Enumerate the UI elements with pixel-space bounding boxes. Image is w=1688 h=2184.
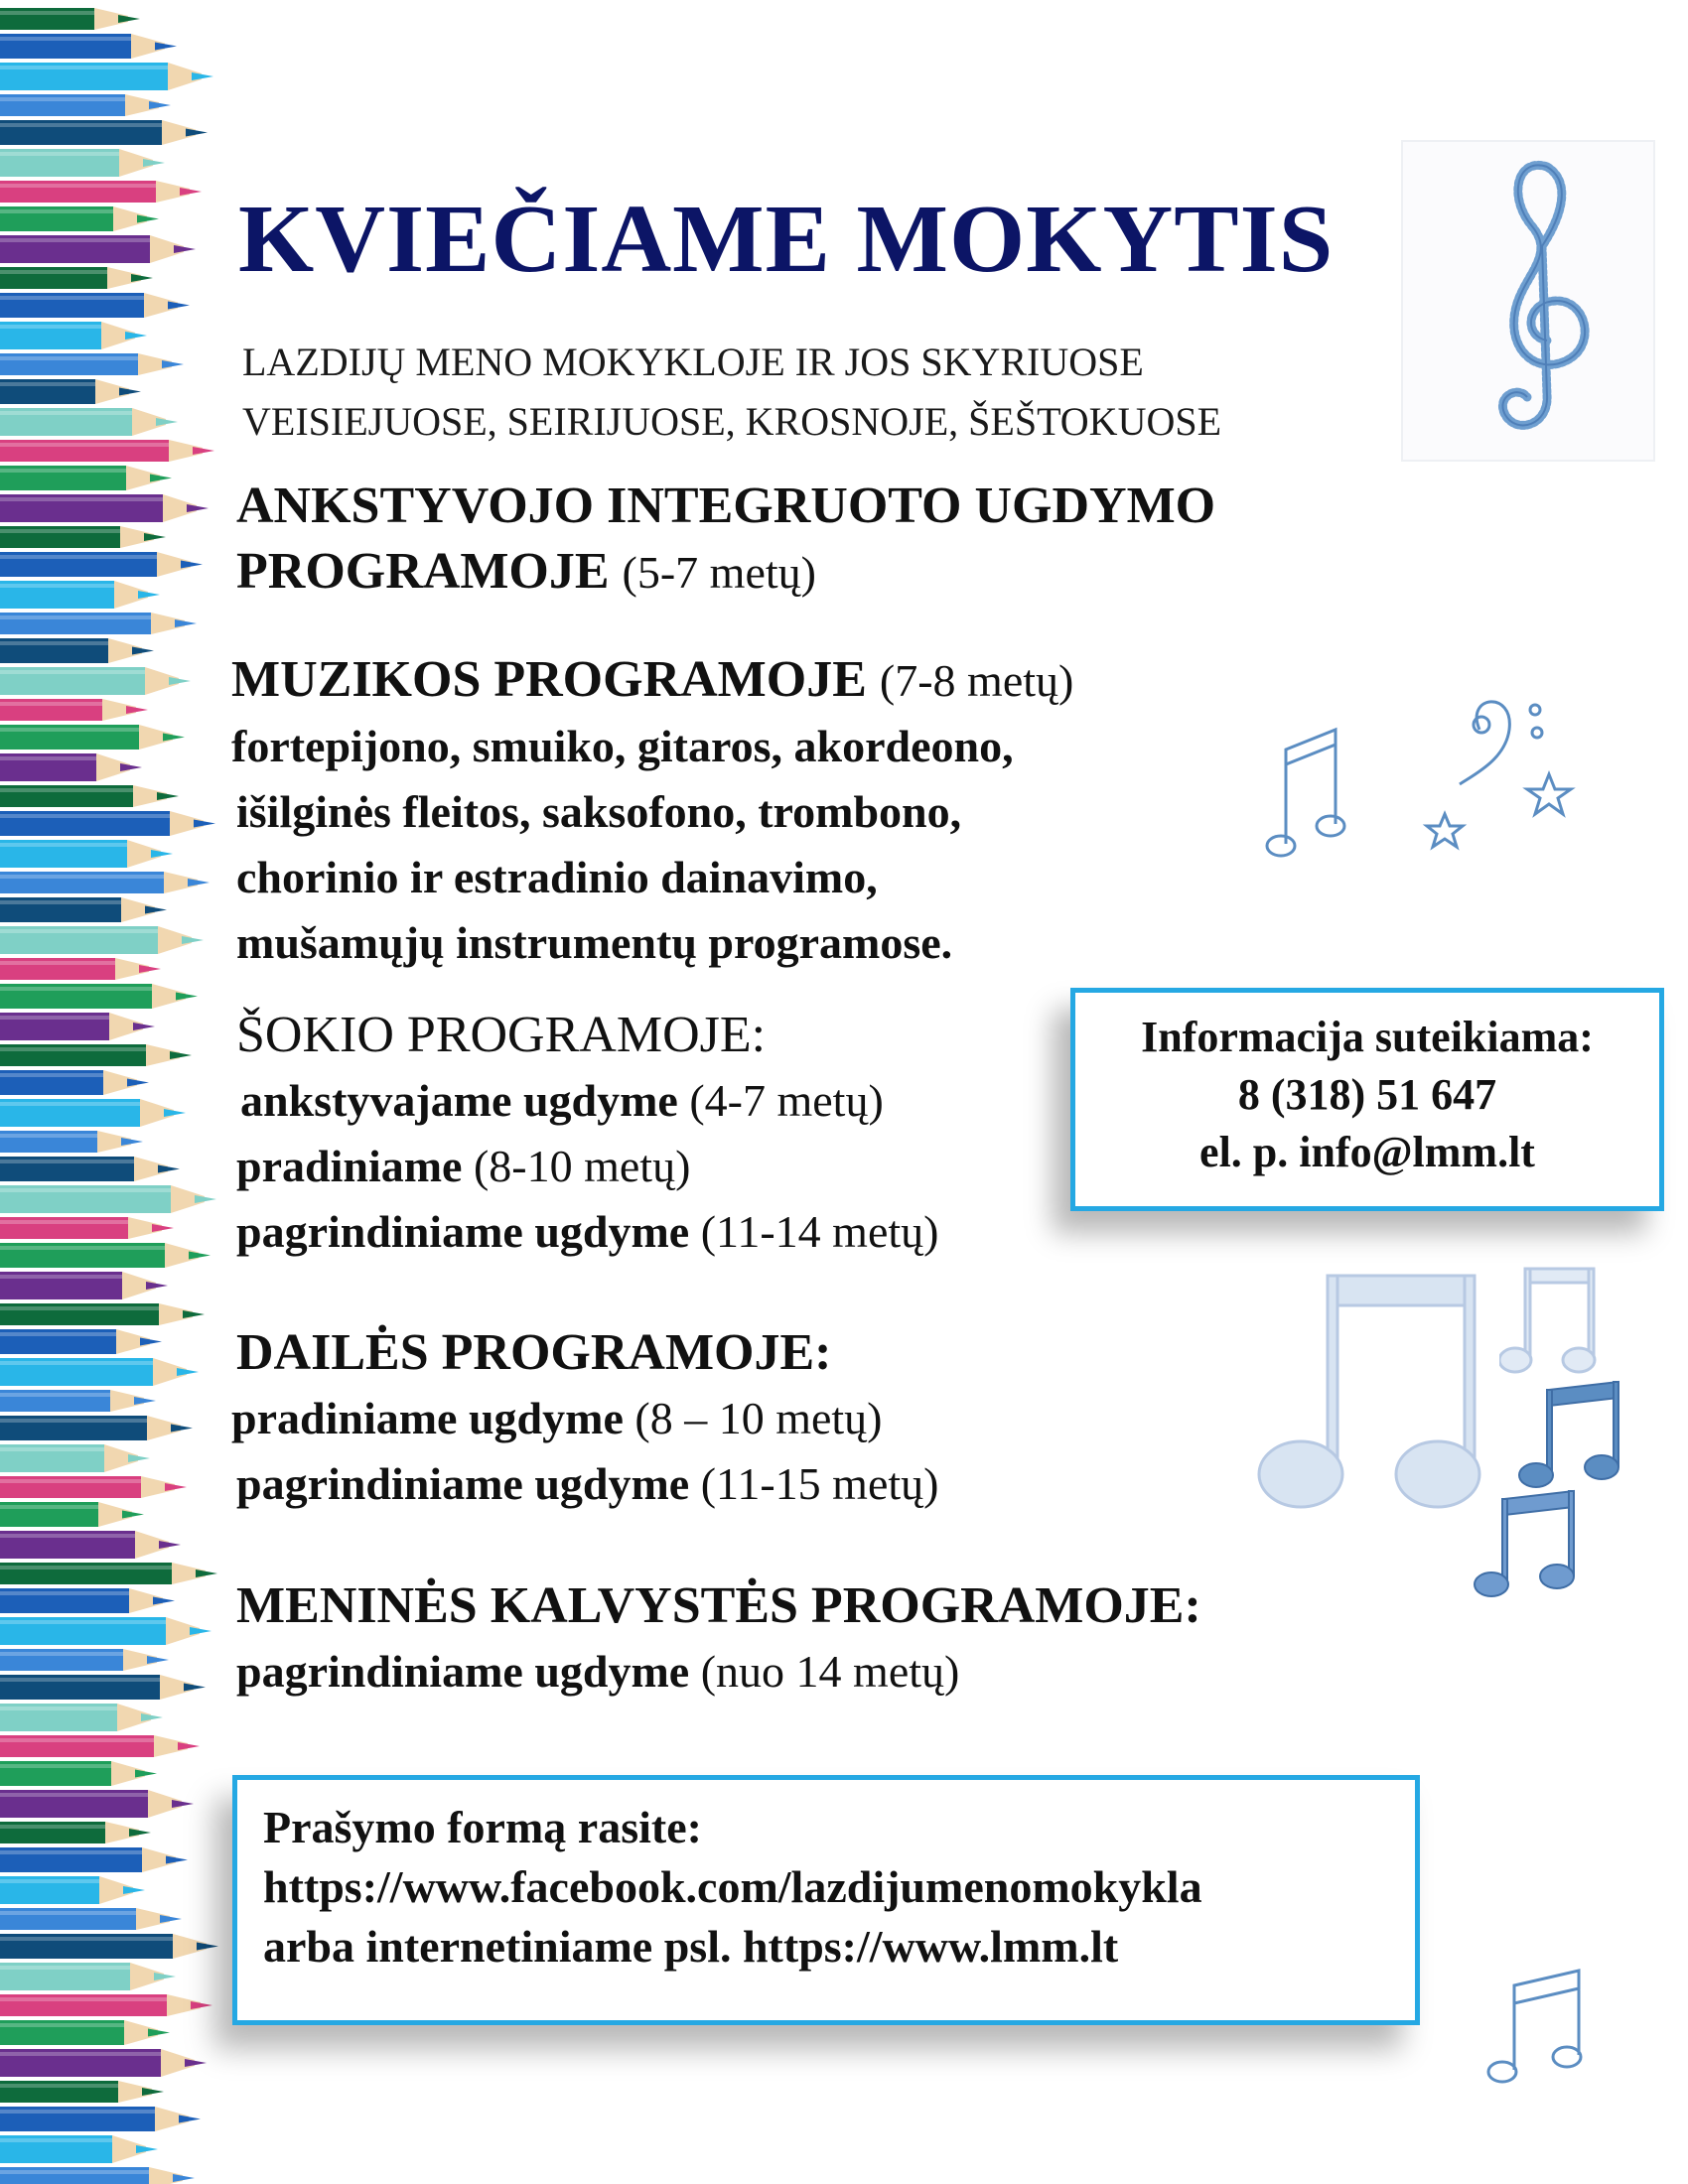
pencil: [0, 63, 213, 90]
music-program-age: (7-8 metų): [879, 655, 1074, 706]
dance-level-age: (8-10 metų): [473, 1141, 691, 1191]
pencil: [0, 466, 172, 490]
pencil: [0, 872, 210, 893]
dance-level-age: (11-14 metų): [700, 1206, 939, 1257]
pencil: [0, 120, 208, 145]
form-box-heading: Prašymo formą rasite:: [263, 1802, 702, 1852]
pencil: [0, 494, 209, 522]
pencil: [0, 34, 177, 59]
early-program-title-line-2: [236, 539, 1215, 606]
art-level-age: (11-15 metų): [700, 1458, 939, 1509]
pencil: [0, 2081, 164, 2103]
subtitle-line-2: VEISIEJUOSE, SEIRIJUOSE, KROSNOJE, ŠEŠTOKUOSE: [242, 399, 1222, 444]
pencil: [0, 1934, 218, 1959]
pencil: [0, 1131, 143, 1153]
music-notes-sketch-icon: [1261, 675, 1599, 884]
pencil: [0, 926, 204, 954]
pencil: [0, 8, 140, 30]
pencil: [0, 1303, 205, 1325]
facebook-link[interactable]: https://www.facebook.com/lazdijumenomokykla: [263, 1861, 1202, 1912]
smithing-level-age: (nuo 14 metų): [700, 1646, 960, 1697]
pencil: [0, 638, 154, 663]
pencil: [0, 293, 190, 318]
art-level-age: (8 – 10 metų): [634, 1393, 883, 1443]
pencil: [0, 897, 167, 922]
pencil: [0, 1185, 216, 1213]
pencil: [0, 1272, 168, 1299]
early-program-title: PROGRAMOJE: [236, 543, 610, 600]
smithing-level: [236, 1639, 1201, 1705]
pencil: [0, 2135, 158, 2163]
contact-info-box: [1070, 988, 1664, 1211]
pencil: [0, 379, 141, 404]
pencil: [0, 1675, 206, 1700]
pencil: [0, 1070, 149, 1095]
music-instruments-line: išilginės fleitos, saksofono, trombono,: [236, 786, 962, 837]
pencil: [0, 2049, 207, 2077]
pencil: [0, 613, 197, 634]
pencil: [0, 1390, 156, 1412]
pencil: [0, 1358, 199, 1386]
early-program-title-line-1: ANKSTYVOJO INTEGRUOTO UGDYMO: [236, 478, 1216, 534]
pencil: [0, 667, 191, 695]
pencil: [0, 353, 184, 375]
application-form-box: [232, 1775, 1420, 2025]
pencil: [0, 984, 198, 1009]
smithing-level-label: pagrindiniame ugdyme: [236, 1646, 690, 1697]
contact-email[interactable]: el. p. info@lmm.lt: [1199, 1128, 1535, 1176]
pencil: [0, 958, 161, 980]
pencil: [0, 1013, 155, 1040]
treble-clef-icon: [1398, 137, 1658, 465]
pencil: [0, 1502, 144, 1527]
pencil: [0, 1416, 193, 1440]
pencil: [0, 322, 147, 349]
pencils-decoration: [0, 0, 238, 2184]
dance-level-label: pagrindiniame ugdyme: [236, 1206, 690, 1257]
dance-level: [236, 1134, 938, 1199]
dance-level-label: ankstyvajame ugdyme: [240, 1075, 678, 1126]
eighth-note-icon: [1484, 1961, 1594, 2090]
pencil: [0, 235, 196, 263]
pencil: [0, 1735, 200, 1757]
pencil: [0, 1563, 217, 1584]
eighth-note-icon: [1499, 1261, 1609, 1380]
contact-phone[interactable]: 8 (318) 51 647: [1237, 1070, 1497, 1119]
pencil: [0, 1531, 181, 1559]
early-program: [236, 474, 1215, 606]
pencil: [0, 552, 203, 577]
eighth-note-icon: [1256, 1261, 1484, 1519]
pencil: [0, 408, 178, 436]
music-instruments-line: mušamųjų instrumentų programose.: [236, 917, 953, 968]
pencil: [0, 1876, 145, 1904]
pencil: [0, 1704, 163, 1731]
music-program-heading: [231, 647, 1073, 714]
pencil: [0, 1329, 162, 1354]
music-program-title: MUZIKOS PROGRAMOJE: [231, 651, 867, 708]
subtitle: [242, 333, 1221, 452]
pencil: [0, 1217, 174, 1239]
pencil: [0, 2107, 201, 2131]
pencil: [0, 811, 215, 836]
pencil: [0, 699, 148, 721]
pencil: [0, 1588, 175, 1613]
pencil: [0, 440, 214, 462]
pencil: [0, 1243, 211, 1268]
pencil: [0, 181, 202, 203]
dance-level: [236, 1199, 938, 1265]
eighth-note-icon: [1470, 1489, 1584, 1608]
pencil: [0, 267, 153, 289]
pencil: [0, 94, 171, 116]
pencil: [0, 1444, 150, 1472]
contact-heading: Informacija suteikiama:: [1141, 1013, 1594, 1061]
pencil: [0, 725, 185, 750]
art-level: [236, 1451, 938, 1517]
pencil: [0, 1761, 157, 1786]
pencil: [0, 785, 179, 807]
art-program-title: DAILĖS PROGRAMOJE:: [236, 1324, 832, 1381]
art-level-label: pagrindiniame ugdyme: [236, 1458, 690, 1509]
pencil: [0, 149, 165, 177]
dance-level-label: pradiniame: [236, 1141, 463, 1191]
dance-level: [240, 1068, 938, 1134]
pencil: [0, 1157, 180, 1181]
art-level-label: pradiniame ugdyme: [231, 1393, 624, 1443]
pencil: [0, 206, 159, 231]
pencil: [0, 1963, 176, 1990]
pencil: [0, 1649, 169, 1671]
early-program-age: (5-7 metų): [622, 547, 816, 598]
music-instruments-line: chorinio ir estradinio dainavimo,: [236, 852, 878, 902]
page-title: KVIEČIAME MOKYTIS: [238, 186, 1335, 293]
pencil: [0, 840, 173, 868]
pencil: [0, 1822, 151, 1843]
eighth-note-icon: [1514, 1380, 1628, 1499]
website-link[interactable]: arba internetiniame psl. https://www.lmm.lt: [263, 1921, 1119, 1972]
smithing-program: [236, 1573, 1201, 1705]
art-program: [231, 1320, 939, 1517]
subtitle-line-1: LAZDIJŲ MENO MOKYKLOJE IR JOS SKYRIUOSE: [242, 340, 1144, 384]
pencil: [0, 1044, 192, 1066]
pencil: [0, 2167, 195, 2184]
pencil: [0, 2020, 170, 2045]
dance-program-title: ŠOKIO PROGRAMOJE:: [236, 1007, 767, 1063]
pencil: [0, 1617, 211, 1645]
music-instruments-line: fortepijono, smuiko, gitaros, akordeono,: [231, 721, 1014, 771]
pencil: [0, 1908, 182, 1930]
art-level: [231, 1386, 938, 1451]
pencil: [0, 526, 166, 548]
dance-program: [236, 1003, 938, 1265]
pencil: [0, 1476, 187, 1498]
smithing-program-title: MENINĖS KALVYSTĖS PROGRAMOJE:: [236, 1577, 1201, 1634]
dance-level-age: (4-7 metų): [689, 1075, 884, 1126]
pencil: [0, 581, 160, 609]
pencil: [0, 1847, 188, 1872]
pencil: [0, 753, 142, 781]
pencil: [0, 1994, 212, 2016]
music-program: [231, 647, 1073, 976]
pencil: [0, 1790, 194, 1818]
pencil: [0, 1099, 186, 1127]
